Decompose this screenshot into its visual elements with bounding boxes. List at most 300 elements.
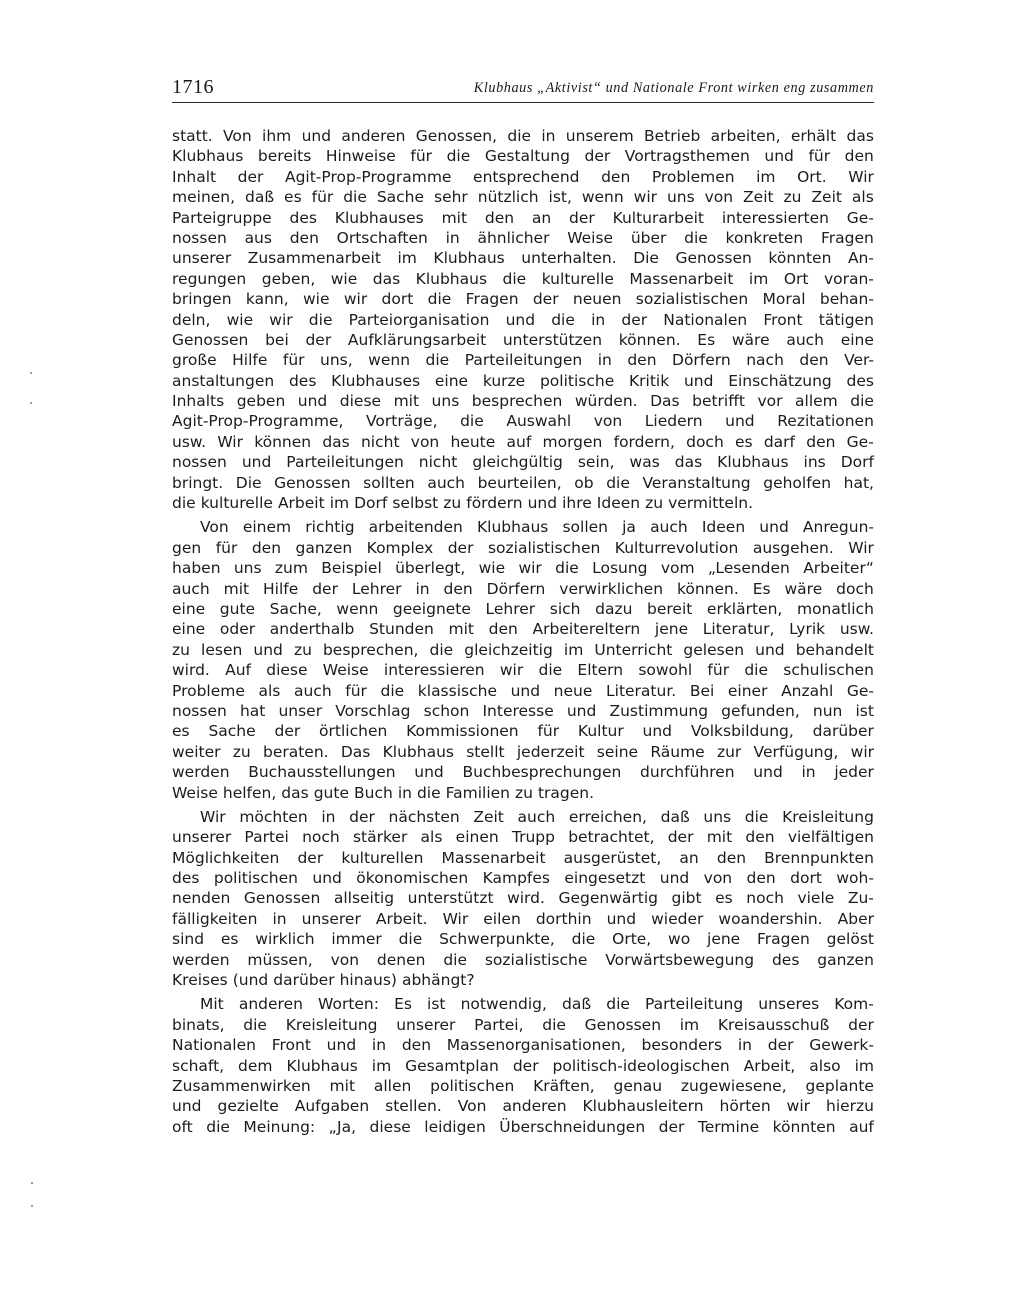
word: gelöst: [826, 930, 874, 949]
word: Ort: [783, 269, 809, 288]
word: wirklich: [255, 930, 315, 949]
word: selbst: [392, 494, 439, 513]
word: als: [851, 188, 874, 207]
word: sowohl: [638, 661, 693, 680]
word: wäre: [731, 330, 770, 349]
word: hat,: [843, 473, 874, 492]
word: allseitig: [333, 889, 395, 908]
word: den: [289, 228, 319, 247]
text-line: [172, 660, 874, 680]
word: ausgerüstet,: [563, 848, 662, 867]
word: einem: [242, 518, 292, 537]
word: der: [312, 579, 338, 598]
word: Ge-: [846, 432, 874, 451]
word: Parteigruppe: [172, 208, 272, 227]
word: können.: [676, 579, 739, 598]
word: als: [258, 681, 281, 700]
word: wir: [499, 661, 524, 680]
word: nossen: [172, 453, 227, 472]
word: Lehrer: [351, 579, 402, 598]
word: nenden: [172, 889, 231, 908]
text-line: [172, 742, 874, 762]
word: oft: [172, 1117, 193, 1136]
text-line: [172, 950, 874, 970]
word: in: [591, 310, 606, 329]
word: statt.: [172, 127, 213, 145]
word: ist: [855, 701, 874, 720]
word: auch: [293, 681, 332, 700]
word: die: [551, 310, 575, 329]
word: Kreisleitung: [285, 1015, 378, 1034]
word: hinaus): [339, 971, 397, 990]
word: kulturellen: [341, 848, 424, 867]
word: für: [282, 351, 305, 370]
word: Klubhaus: [382, 742, 454, 761]
word: Gestaltung: [484, 147, 570, 166]
word: unterstützt: [407, 889, 494, 908]
word: Wir: [848, 538, 874, 557]
word: ganzen: [295, 538, 353, 557]
word: Parteileitungen: [464, 351, 583, 370]
word: eilen: [483, 909, 521, 928]
word: regungen: [172, 269, 247, 288]
word: eingesetzt: [564, 869, 646, 888]
word: für: [215, 538, 238, 557]
word: geplante: [805, 1076, 874, 1095]
word: Ge-: [846, 681, 874, 700]
word: wir: [343, 290, 368, 309]
word: neuen: [572, 290, 622, 309]
word: Meinung:: [243, 1117, 316, 1136]
word: unserer: [396, 1015, 456, 1034]
word: bringen: [172, 290, 232, 309]
text-line: [172, 228, 874, 248]
body-text: [172, 126, 874, 1137]
word: politisch-ideologischen: [552, 1056, 730, 1075]
word: nossen: [172, 228, 227, 247]
word: bereits: [257, 147, 312, 166]
word: auch: [427, 473, 465, 492]
word: Buchbesprechungen: [462, 763, 622, 782]
word: die: [443, 950, 467, 969]
word: die: [398, 930, 423, 949]
word: helfen,: [222, 783, 277, 802]
word: Massenarbeit: [629, 269, 734, 288]
word: Buchausstellungen: [248, 763, 396, 782]
word: lesen: [201, 640, 243, 659]
word: nossen: [172, 701, 227, 720]
word: interessierten: [721, 208, 829, 227]
word: anderen: [341, 127, 406, 145]
text-line: [172, 701, 874, 721]
word: dort: [381, 290, 414, 309]
word: Zustimmung: [609, 701, 709, 720]
word: wir: [850, 742, 874, 761]
word: wir: [269, 310, 293, 329]
word: und: [566, 701, 597, 720]
word: und: [510, 681, 541, 700]
word: im: [397, 249, 417, 268]
word: Ortschaften: [336, 228, 428, 247]
word: Interesse: [482, 701, 554, 720]
word: von: [703, 869, 733, 888]
word: könnten: [768, 249, 832, 268]
word: wie: [330, 269, 358, 288]
word: Klubhauses: [331, 371, 421, 390]
text-line: [172, 721, 874, 741]
word: die: [425, 351, 450, 370]
word: deln,: [172, 310, 211, 329]
word: die: [850, 392, 874, 411]
word: die: [538, 661, 563, 680]
word: für: [537, 722, 560, 741]
scan-speck: [31, 1205, 33, 1207]
word: unterstützen: [502, 330, 603, 349]
word: Vorschlag: [335, 701, 411, 720]
word: „Lesenden: [707, 559, 790, 578]
text-line: [172, 929, 874, 949]
word: des: [289, 208, 317, 227]
word: gelesen: [683, 640, 745, 659]
word: wenn: [368, 351, 411, 370]
word: der: [349, 807, 375, 826]
word: das: [281, 783, 309, 802]
word: Vortragsthemen: [624, 147, 750, 166]
paragraph: [172, 517, 874, 802]
word: könnten: [772, 1117, 836, 1136]
word: im: [748, 269, 769, 288]
word: des: [771, 950, 800, 969]
word: im: [854, 1056, 874, 1075]
word: Räume: [650, 742, 705, 761]
word: gezielte: [217, 1097, 279, 1116]
word: fordern,: [613, 432, 675, 451]
word: in: [415, 579, 430, 598]
word: an: [531, 208, 552, 227]
text-line: [172, 848, 874, 868]
word: die: [429, 640, 454, 659]
word: im: [329, 494, 350, 513]
word: „Ja,: [328, 1117, 357, 1136]
word: unserer: [172, 249, 232, 268]
word: Partei: [244, 828, 289, 847]
text-line: [172, 167, 874, 187]
word: und: [642, 722, 673, 741]
word: Genossen: [172, 330, 249, 349]
word: und: [764, 147, 794, 166]
word: wir: [786, 1097, 811, 1116]
word: der: [532, 290, 559, 309]
word: Zusammenwirken: [172, 1076, 311, 1095]
word: unser: [278, 701, 323, 720]
word: anstaltungen: [172, 371, 275, 390]
word: besonders: [641, 1036, 723, 1055]
word: die: [427, 290, 452, 309]
word: sozialistischen: [487, 538, 601, 557]
word: überlegt,: [395, 559, 466, 578]
word: im: [756, 167, 776, 186]
word: und: [253, 640, 283, 659]
word: einer: [727, 681, 768, 700]
word: jeder: [834, 763, 874, 782]
word: Mit: [200, 995, 224, 1014]
word: Moral: [762, 290, 806, 309]
word: und: [527, 494, 558, 513]
word: auf: [506, 432, 532, 451]
word: Genossen: [675, 249, 752, 268]
word: der: [658, 1117, 685, 1136]
word: bei: [265, 330, 289, 349]
word: Klubhaus: [172, 147, 244, 166]
word: voran-: [823, 269, 874, 288]
word: der: [305, 330, 332, 349]
scan-speck: [31, 1182, 33, 1184]
word: Betrieb: [644, 127, 701, 145]
word: doch: [686, 432, 724, 451]
word: Genossen: [584, 1015, 662, 1034]
word: notwendig,: [460, 995, 547, 1014]
word: behan-: [819, 290, 874, 309]
text-line: [172, 1015, 874, 1035]
word: und: [312, 869, 342, 888]
word: schulischen: [783, 661, 874, 680]
word: Parteiorganisation: [348, 310, 490, 329]
word: zu: [783, 188, 802, 207]
word: Agit-Prop-Programme: [284, 167, 452, 186]
word: was: [629, 453, 660, 472]
word: vor: [757, 392, 783, 411]
word: Gesamtplan: [405, 1056, 499, 1075]
word: Arbeiter“: [803, 559, 874, 578]
word: zu: [293, 640, 312, 659]
word: nun: [812, 701, 843, 720]
word: die: [243, 1015, 267, 1034]
word: den: [484, 208, 515, 227]
word: Parteileitung: [645, 995, 744, 1014]
word: Rezitationen: [777, 412, 874, 431]
word: Zeit: [473, 807, 504, 826]
text-line: [172, 289, 874, 309]
word: kann,: [245, 290, 289, 309]
word: mit: [448, 620, 474, 639]
word: über: [630, 228, 667, 247]
word: tragen.: [537, 783, 595, 802]
word: daß: [562, 995, 592, 1014]
word: unterhalten.: [521, 249, 617, 268]
word: Aber: [837, 909, 874, 928]
word: mit: [441, 208, 468, 227]
word: der: [297, 848, 324, 867]
word: es: [735, 432, 753, 451]
word: gleichgültig: [472, 453, 563, 472]
text-line: [172, 411, 874, 431]
text-line: [172, 330, 874, 350]
word: Zu-: [847, 889, 874, 908]
text-line: [172, 827, 874, 847]
word: Lyrik: [789, 620, 826, 639]
word: für: [707, 661, 730, 680]
word: die: [380, 681, 405, 700]
word: geben,: [261, 269, 316, 288]
word: Dörfern: [486, 579, 546, 598]
word: unserem: [565, 127, 634, 145]
word: viele: [797, 889, 835, 908]
word: würden.: [574, 392, 638, 411]
text-line: [172, 146, 874, 166]
word: erreichen,: [568, 807, 647, 826]
word: sollten: [363, 473, 415, 492]
word: darf: [763, 432, 796, 451]
word: leidigen: [424, 1117, 486, 1136]
word: der: [767, 1036, 794, 1055]
word: Aufgaben: [294, 1097, 370, 1116]
word: Unterricht: [594, 640, 673, 659]
word: neue: [553, 681, 593, 700]
text-line: [172, 681, 874, 701]
word: einen: [455, 828, 499, 847]
word: Probleme: [172, 681, 245, 700]
word: den: [745, 828, 775, 847]
word: und: [755, 640, 785, 659]
word: gute: [219, 599, 256, 618]
word: wir: [633, 188, 658, 207]
word: den: [746, 869, 776, 888]
word: im: [371, 1056, 392, 1075]
word: Wir: [200, 807, 226, 826]
word: Kräften,: [533, 1076, 595, 1095]
text-line: [172, 1076, 874, 1096]
word: also: [809, 1056, 841, 1075]
word: Ideen: [596, 494, 641, 513]
text-line: [172, 269, 874, 289]
word: wie: [478, 559, 506, 578]
text-line: [172, 310, 874, 330]
word: zu: [172, 640, 190, 659]
word: Es: [697, 330, 716, 349]
word: Genossen: [274, 473, 351, 492]
word: allem: [795, 392, 838, 411]
scan-speck: [30, 372, 32, 374]
word: Vorträge,: [365, 412, 438, 431]
word: gute: [313, 783, 349, 802]
word: den: [443, 579, 473, 598]
word: in: [272, 909, 287, 928]
word: betrachtet,: [568, 828, 655, 847]
word: ist: [427, 995, 446, 1014]
word: beurteilen,: [477, 473, 562, 492]
word: Möglichkeiten: [172, 848, 280, 867]
word: es: [284, 188, 302, 207]
word: es: [220, 930, 239, 949]
word: diese: [266, 661, 308, 680]
word: wäre: [784, 579, 823, 598]
word: sind: [172, 930, 205, 949]
word: stellen.: [385, 1097, 442, 1116]
word: hörten: [719, 1097, 771, 1116]
word: mit: [706, 828, 733, 847]
word: zu: [443, 494, 462, 513]
word: große: [172, 351, 217, 370]
word: im: [563, 640, 584, 659]
word: Weise: [172, 783, 218, 802]
word: denen: [376, 950, 426, 969]
word: gibt: [671, 889, 702, 908]
word: für: [410, 147, 433, 166]
word: Bei: [689, 681, 715, 700]
word: Anregun-: [802, 518, 874, 537]
word: wird.: [507, 889, 545, 908]
word: nicht: [360, 432, 400, 451]
word: erhält: [790, 127, 837, 145]
word: es: [172, 722, 190, 741]
word: der: [237, 167, 264, 186]
text-line: [172, 187, 874, 207]
word: Klubhausleitern: [582, 1097, 704, 1116]
word: arbeitenden: [368, 518, 463, 537]
word: nächsten: [388, 807, 460, 826]
word: Gewerk-: [809, 1036, 874, 1055]
text-line: [172, 1056, 874, 1076]
word: Klubhaus: [433, 249, 505, 268]
word: wird.: [172, 661, 210, 680]
word: Genossen,: [415, 127, 498, 145]
word: der: [512, 1056, 539, 1075]
word: daß: [245, 188, 275, 207]
word: Ver-: [844, 351, 874, 370]
word: aus: [244, 228, 272, 247]
word: in: [801, 763, 816, 782]
word: allen: [373, 1076, 412, 1095]
word: Zeit: [743, 188, 774, 207]
word: können: [254, 432, 312, 451]
word: Partei,: [474, 1015, 524, 1034]
word: usw.: [172, 432, 207, 451]
word: entsprechend: [473, 167, 580, 186]
word: gefunden,: [721, 701, 800, 720]
word: Kultur: [577, 722, 624, 741]
word: anderen: [502, 1097, 567, 1116]
word: Losung: [592, 559, 648, 578]
word: Aufklärungsarbeit: [347, 330, 487, 349]
word: örtlichen: [319, 722, 388, 741]
word: Weise: [567, 228, 614, 247]
word: in: [541, 127, 556, 145]
word: kurze: [482, 371, 526, 390]
word: Gegenwärtig: [558, 889, 658, 908]
text-line: [172, 909, 874, 929]
paragraph: [172, 126, 874, 513]
text-line: [172, 432, 874, 452]
page-number: 1716: [172, 76, 214, 98]
word: Lehrer: [485, 599, 536, 618]
word: interessieren: [383, 661, 485, 680]
word: die: [507, 127, 532, 145]
word: und: [505, 310, 536, 329]
word: zu: [515, 783, 533, 802]
word: der: [584, 147, 611, 166]
word: stellt: [466, 742, 505, 761]
word: wo: [668, 930, 691, 949]
word: das: [372, 269, 401, 288]
text-line: [172, 599, 874, 619]
word: Ge-: [846, 208, 874, 227]
word: Nationalen: [663, 310, 748, 329]
word: für: [311, 188, 334, 207]
word: in: [445, 228, 460, 247]
word: und: [172, 1097, 202, 1116]
word: wie: [302, 290, 330, 309]
text-line: [172, 493, 874, 513]
